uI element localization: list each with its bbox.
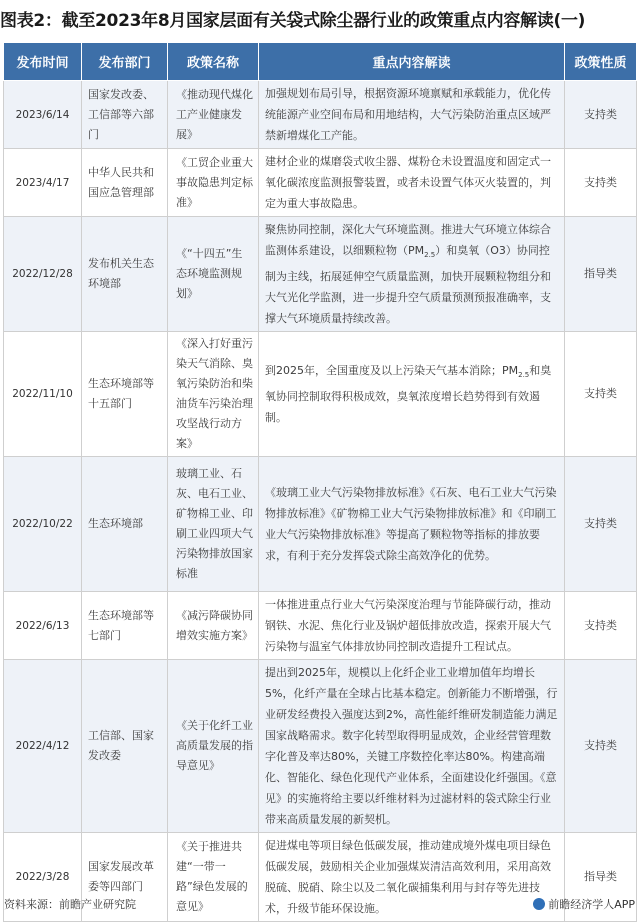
row-policy: 《“十四五”生态环境监测规划》 [168,217,259,332]
row-nature: 支持类 [565,149,637,217]
brand-text: 前瞻经济学人APP [548,898,635,911]
table-row [4,332,637,457]
header-content: 重点内容解读 [259,43,565,81]
page-title: 图表2：截至2023年8月国家层面有关袋式除尘器行业的政策重点内容解读(一) [0,11,586,31]
row-date: 2023/4/17 [4,149,82,217]
row-nature: 支持类 [565,457,637,592]
row-content: 提出到2025年，规模以上化纤企业工业增加值年均增长5%，化纤产量在全球占比基本稳定。创新能力不断增强，行业研发经费投入强度达到2%，高性能纤维研发制造能力满足国家战略需求。数字化转型取得明显成效，企业经营管理数字化普及率达80%，关键工序数控化率达80%。构建高端化、智能化、绿色化现代产业体系，全面建设化纤强国。《意见》的实施将给主要以纤维材料为过滤材料的袋式除尘行业带来高质量发展的新契机。 [259,660,565,833]
row-content [259,217,565,332]
header-date: 发布时间 [4,43,82,81]
content-part: ）和臭氧（O3）协同控制为主线，拓展延伸空气质量监测，加快开展颗粒物组分和大气光化学监测，进一步提升空气质量预测预报准确率，支撑大气环境质量持续改善。 [265,244,551,326]
table-row [4,457,637,592]
row-content: 建材企业的煤磨袋式收尘器、煤粉仓未设置温度和固定式一氧化碳浓度监测报警装置，或者未设置气体灭火装置的，判定为重大事故隐患。 [259,149,565,217]
header-dept: 发布部门 [82,43,168,81]
row-date: 2022/6/13 [4,592,82,660]
table-row [4,217,637,332]
table-row [4,592,637,660]
header-policy: 政策名称 [168,43,259,81]
row-date: 2022/3/28 [4,833,82,922]
row-nature: 支持类 [565,81,637,149]
content-part: 和臭氧协同控制取得积极成效，臭氧浓度增长趋势得到有效遏制。 [265,364,552,425]
row-date: 2022/12/28 [4,217,82,332]
row-dept: 生态环境部等七部门 [82,592,168,660]
row-policy: 《关于推进共建“一带一路”绿色发展的意见》 [168,833,259,922]
header-nature: 政策性质 [565,43,637,81]
row-content [259,332,565,457]
content-part: 到2025年，全国重度及以上污染天气基本消除；PM [265,364,519,378]
row-nature: 指导类 [565,833,637,922]
table-row [4,660,637,833]
row-dept: 工信部、国家发改委 [82,660,168,833]
row-policy: 《减污降碳协同增效实施方案》 [168,592,259,660]
row-date: 2022/10/22 [4,457,82,592]
row-dept: 国家发改委、工信部等六部门 [82,81,168,149]
row-dept: 发布机关生态环境部 [82,217,168,332]
content-part: 聚焦协同控制，深化大气环境监测。推进大气环境立体综合监测体系建设，以细颗粒物（PM [265,223,551,257]
table-row [4,81,637,149]
row-policy: 玻璃工业、石灰、电石工业、矿物棉工业、印刷工业四项大气污染物排放国家标准 [168,457,259,592]
row-nature: 指导类 [565,217,637,332]
row-content: 加强规划布局引导，根据资源环境禀赋和承载能力，优化传统能源产业空间布局和用地结构，大气污染防治重点区域严禁新增煤化工产能。 [259,81,565,149]
row-dept: 生态环境部 [82,457,168,592]
row-dept: 生态环境部等十五部门 [82,332,168,457]
row-date: 2023/6/14 [4,81,82,149]
pm-subscript: 2.5 [424,251,436,260]
row-nature: 支持类 [565,332,637,457]
row-policy: 《工贸企业重大事故隐患判定标准》 [168,149,259,217]
row-content: 促进煤电等项目绿色低碳发展，推动建成境外煤电项目绿色低碳发展，鼓励相关企业加强煤炭清洁高效利用，采用高效脱硫、脱硝、除尘以及二氧化碳捕集利用与封存等先进技术，升级节能环保设施。 [259,833,565,922]
footer [0,896,639,916]
row-dept: 中华人民共和国应急管理部 [82,149,168,217]
table-header-row [4,43,637,81]
pm-subscript: 2.5 [518,371,530,380]
row-policy: 《推动现代煤化工产业健康发展》 [168,81,259,149]
row-content: 《玻璃工业大气污染物排放标准》《石灰、电石工业大气污染物排放标准》《矿物棉工业大气污染物排放标准》和《印刷工业大气污染物排放标准》等提高了颗粒物等指标的排放要求，有利于充分发挥袋式除尘高效净化的优势。 [259,457,565,592]
source-note: 资料来源：前瞻产业研究院 [4,898,136,911]
row-policy: 《深入打好重污染天气消除、臭氧污染防治和柴油货车污染治理攻坚战行动方案》 [168,332,259,457]
row-date: 2022/11/10 [4,332,82,457]
row-dept: 国家发展改革委等四部门 [82,833,168,922]
row-nature: 支持类 [565,592,637,660]
policy-table [3,42,637,922]
row-content: 一体推进重点行业大气污染深度治理与节能降碳行动，推动钢铁、水泥、焦化行业及锅炉超低排放改造，探索开展大气污染物与温室气体排放协同控制改造提升工程试点。 [259,592,565,660]
row-nature: 支持类 [565,660,637,833]
brand-label [533,896,635,912]
brand-logo-icon [533,898,545,910]
row-policy: 《关于化纤工业高质量发展的指导意见》 [168,660,259,833]
table-row [4,149,637,217]
row-date: 2022/4/12 [4,660,82,833]
